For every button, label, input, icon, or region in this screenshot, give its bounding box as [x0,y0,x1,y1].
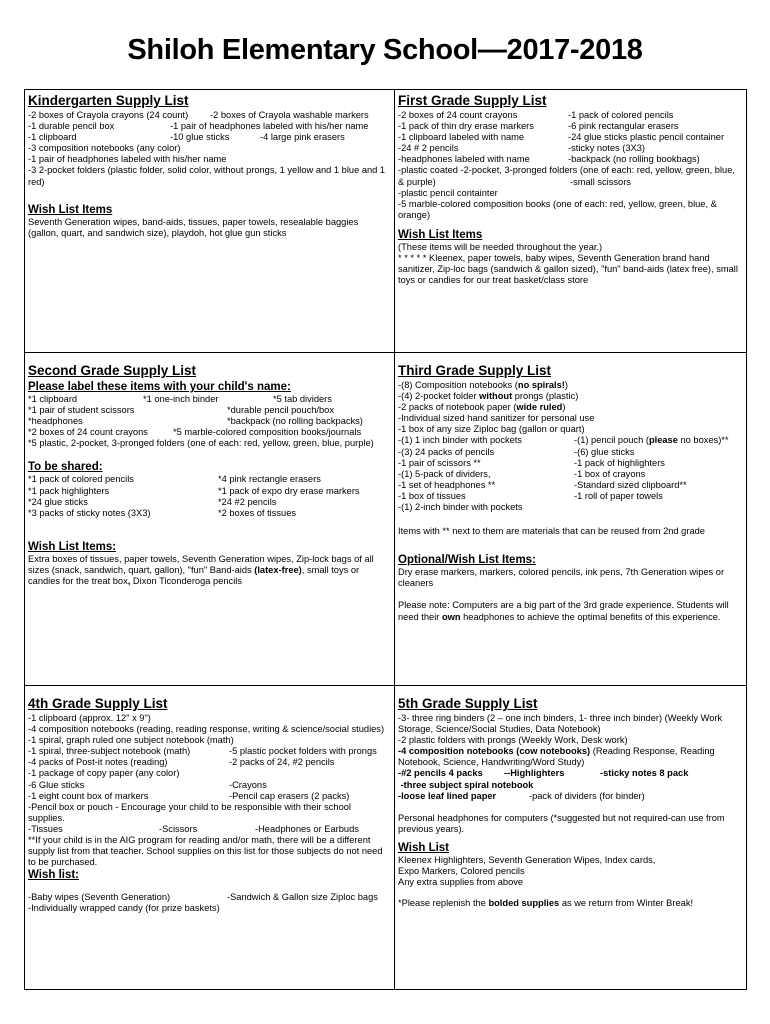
fourth-grade-item: -6 Glue sticks [28,779,85,790]
second-grade-item: *5 tab dividers [273,394,332,404]
third-grade-item: -(1) 5-pack of dividers, [398,468,491,479]
third-grade-reuse-note: Items with ** next to them are materials that can be reused from 2nd grade [398,526,705,537]
third-grade-item: -1 box of tissues [398,490,466,501]
kindergarten-item: -1 pair of headphones labeled with his/her name [170,121,369,132]
fourth-grade-item: -Crayons [229,779,267,790]
fourth-grade-item: -Scissors [159,823,198,834]
second-grade-wish-heading: Wish List Items: [28,540,117,553]
first-grade-item: -1 pack of colored pencils [568,110,674,120]
kindergarten-item: -4 large pink erasers [260,132,345,143]
kindergarten-item: -1 pair of headphones labeled with his/her name [28,154,227,165]
fifth-grade-item: -loose leaf lined paper [398,790,497,801]
first-grade-wish-heading: Wish List Items [398,229,483,242]
first-grade-item: -backpack (no rolling bookbags) [568,154,700,165]
second-grade-item: *2 boxes of 24 count crayons [28,427,148,438]
first-grade-item: -6 pink rectangular erasers [568,121,679,132]
kindergarten-item: -2 boxes of Crayola crayons (24 count) [28,110,189,120]
kindergarten-wish-text: Seventh Generation wipes, band-aids, tissues, paper towels, resealable baggies (gallon, quart, and sandwich size), playdoh, hot glue gun sticks [28,216,359,238]
first-grade-item: -plastic coated -2-pocket, 3-pronged folders (one of each: red, yellow, green, blue, & purple) [398,165,735,187]
fourth-grade-wish-item: -Individually wrapped candy (for prize baskets) [28,903,220,914]
fifth-grade-item: -3- three ring binders (2 – one inch binders, 1- three inch binder) (Weekly Work Storage, Science/Social Studies, Data Notebook) [398,713,723,735]
supply-list-grid [24,89,747,990]
fifth-grade-item: -2 plastic folders with prongs (Weekly Work, Desk work) [398,735,628,746]
third-grade-item: -Standard sized clipboard** [574,479,687,490]
fourth-grade-section [25,686,394,989]
fifth-grade-wish-heading: Wish List [398,841,450,854]
fourth-grade-wish-heading: Wish list: [28,869,80,882]
second-grade-item: *durable pencil pouch/box [227,405,334,416]
first-grade-heading: First Grade Supply List [398,93,547,108]
fifth-grade-wish-item: Kleenex Highlighters, Seventh Generation Wipes, Index cards, [398,854,656,865]
second-grade-section [25,353,394,685]
fourth-grade-item: -Tissues [28,823,63,834]
second-grade-item: *5 plastic, 2-pocket, 3-pronged folders (one of each: red, yellow, green, blue, purple) [28,438,374,449]
fourth-grade-item: -Headphones or Earbuds [255,823,359,834]
kindergarten-item: -2 boxes of Crayola washable markers [210,110,369,120]
first-grade-item: -small scissors [570,176,631,187]
kindergarten-item: -1 clipboard [28,132,77,143]
first-grade-item: -plastic pencil containter [398,187,498,198]
first-grade-item: -24 glue sticks plastic pencil container [568,132,725,143]
first-grade-item: -headphones labeled with name [398,154,530,165]
second-grade-shared-item: *24 #2 pencils [218,496,277,507]
kindergarten-item: -10 glue sticks [170,132,230,143]
second-grade-shared-item: *1 pack highlighters [28,485,110,496]
third-grade-heading: Third Grade Supply List [398,363,552,378]
third-grade-computer-note: Please note: Computers are a big part of the 3rd grade experience. Students will need their own headphones to achieve the optimal benefits of this experience. [398,600,729,622]
fourth-grade-item: -1 spiral, graph ruled one subject notebook (math) [28,735,234,746]
third-grade-item: -(1) 2-inch binder with pockets [398,502,523,513]
fourth-grade-item: -1 spiral, three-subject notebook (math) [28,746,191,757]
fourth-grade-item: -4 composition notebooks (reading, reading response, writing & science/social studies) [28,724,385,735]
third-grade-section [395,353,746,685]
fifth-grade-item: -4 composition notebooks (cow notebooks) (Reading Response, Reading Notebook, Science, Handwriting/Word Study) [398,746,715,768]
fourth-grade-heading: 4th Grade Supply List [28,696,168,711]
third-grade-wish-text: Dry erase markers, markers, colored pencils, ink pens, 7th Generation wipes or cleaners [398,567,725,589]
third-grade-item: -(4) 2-pocket folder without prongs (plastic) [398,391,579,402]
second-grade-shared-item: *3 packs of sticky notes (3X3) [28,507,151,518]
second-grade-item: *backpack (no rolling backpacks) [227,416,363,427]
first-grade-item: -24 # 2 pencils [398,143,459,154]
fourth-grade-wish-item: -Sandwich & Gallon size Ziploc bags [227,892,378,903]
kindergarten-item: -1 durable pencil box [28,121,115,132]
first-grade-item: -1 pack of thin dry erase markers [398,121,534,132]
fifth-grade-item: -three subject spiral notebook [398,779,534,790]
third-grade-item: -(1) pencil pouch (please no boxes)** [574,435,729,446]
second-grade-shared-item: *24 glue sticks [28,496,88,507]
third-grade-wish-heading: Optional/Wish List Items: [398,554,536,567]
second-grade-heading: Second Grade Supply List [28,363,197,378]
second-grade-item: *1 one-inch binder [143,394,219,404]
fourth-grade-item: -5 plastic pocket folders with prongs [229,746,377,757]
fourth-grade-item: -1 clipboard (approx. 12" x 9") [28,713,151,723]
second-grade-item: *1 pair of student scissors [28,405,135,416]
second-grade-shared-item: *2 boxes of tissues [218,507,297,518]
fifth-grade-replenish-note: *Please replenish the bolded supplies as we return from Winter Break! [398,898,694,909]
first-grade-item: -2 boxes of 24 count crayons [398,110,518,120]
first-grade-item: -sticky notes (3X3) [568,143,645,154]
second-grade-item: *1 clipboard [28,394,78,404]
third-grade-item: -Individual sized hand sanitizer for personal use [398,413,595,424]
third-grade-item: -(1) 1 inch binder with pockets [398,435,523,446]
first-grade-section [395,90,746,352]
third-grade-item: -2 packs of notebook paper (wide ruled) [398,402,566,413]
fourth-grade-item: -Pencil box or pouch - Encourage your child to be responsible with their school supplies. [28,801,351,823]
fourth-grade-item: -1 eight count box of markers [28,790,149,801]
fourth-grade-item: -1 package of copy paper (any color) [28,768,180,779]
kindergarten-wish-heading: Wish List Items [28,203,113,216]
third-grade-item: -(3) 24 packs of pencils [398,446,495,457]
first-grade-item: -5 marble-colored composition books (one of each: red, yellow, green, blue, & orange) [398,198,717,220]
second-grade-shared-item: *1 pack of expo dry erase markers [218,485,360,496]
kindergarten-heading: Kindergarten Supply List [28,93,189,108]
fourth-grade-item: -2 packs of 24, #2 pencils [229,757,335,768]
third-grade-item: -1 box of crayons [574,468,646,479]
first-grade-wish-text: * * * * * Kleenex, paper towels, baby wipes, Seventh Generation brand hand sanitizer, Zip-loc bags (sandwich & gallon sized), "fun" band-aids (latex free), small toys or candies for our treat basket/class store [398,253,738,286]
second-grade-shared-heading: To be shared: [28,461,103,474]
fifth-grade-heading: 5th Grade Supply List [398,696,538,711]
second-grade-shared-item: *1 pack of colored pencils [28,474,134,485]
kindergarten-section [25,90,394,352]
fifth-grade-section [395,686,746,989]
fifth-grade-headphones-note: Personal headphones for computers (*suggested but not required-can use from previous years). [398,812,725,834]
second-grade-item: *5 marble-colored composition books/journals [173,427,362,438]
fourth-grade-item: -4 packs of Post-it notes (reading) [28,757,168,768]
page-title: Shiloh Elementary School—2017-2018 [127,34,643,66]
kindergarten-item: -3 2-pocket folders (plastic folder, solid color, without prongs, 1 yellow and 1 blue and 1 red) [28,165,386,187]
first-grade-item: -1 clipboard labeled with name [398,132,525,143]
fifth-grade-item: -sticky notes 8 pack [600,768,689,779]
fourth-grade-item: -Pencil cap erasers (2 packs) [229,790,350,801]
fifth-grade-wish-item: Expo Markers, Colored pencils [398,866,525,877]
third-grade-item: -1 pair of scissors ** [398,457,481,468]
third-grade-item: -(8) Composition notebooks (no spirals!) [398,380,569,390]
second-grade-item: *headphones [28,416,83,427]
fifth-grade-item: -#2 pencils 4 packs [398,768,483,779]
kindergarten-item: -3 composition notebooks (any color) [28,143,181,154]
fourth-grade-wish-item: -Baby wipes (Seventh Generation) [28,892,171,903]
fourth-grade-aig-note: **If your child is in the AIG program for reading and/or math, there will be a different supply list from that teacher. School supplies on this list for those subjects do not need to be purchased. [28,835,383,868]
third-grade-item: -(6) glue sticks [574,446,635,457]
fifth-grade-wish-item: Any extra supplies from above [398,877,524,888]
first-grade-wish-note: (These items will be needed throughout the year.) [398,242,603,253]
third-grade-item: -1 set of headphones ** [398,479,496,490]
second-grade-shared-item: *4 pink rectangle erasers [218,474,321,485]
fifth-grade-item: -pack of dividers (for binder) [529,790,645,801]
second-grade-wish-text: Extra boxes of tissues, paper towels, Seventh Generation wipes, Zip-lock bags of all sizes (snack, sandwich, quart, gallon), "fun" Band-aids (latex-free), small toys or candies for the treat box, Dixon Ticonderoga pencils [28,553,374,587]
third-grade-item: -1 pack of highlighters [574,457,665,468]
fifth-grade-item: --Highlighters [504,768,565,779]
second-grade-label-heading: Please label these items with your child's name: [28,381,291,393]
third-grade-item: -1 box of any size Ziploc bag (gallon or quart) [398,424,585,435]
third-grade-item: -1 roll of paper towels [574,490,663,501]
